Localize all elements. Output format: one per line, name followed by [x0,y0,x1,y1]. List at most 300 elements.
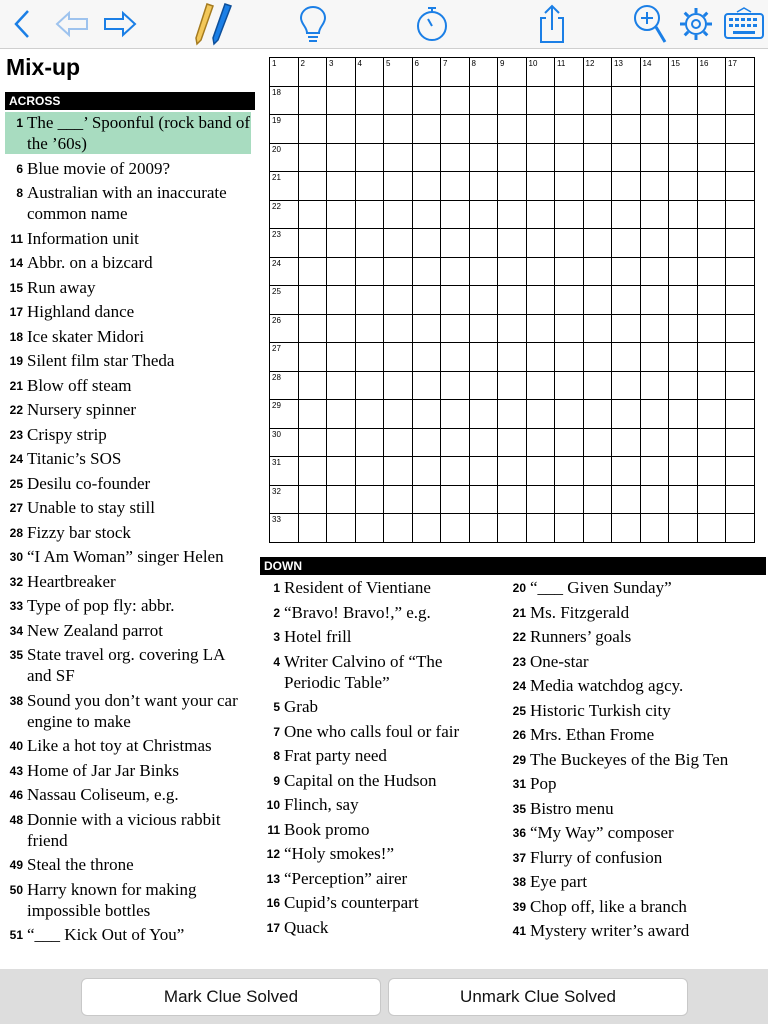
grid-cell[interactable] [384,400,413,429]
grid-cell[interactable] [640,86,669,115]
grid-cell[interactable] [469,400,498,429]
grid-cell[interactable] [355,115,384,144]
grid-cell[interactable] [412,200,441,229]
grid-cell[interactable] [441,200,470,229]
grid-cell[interactable] [583,257,612,286]
grid-cell[interactable] [441,58,470,87]
grid-cell[interactable] [384,343,413,372]
clue-item[interactable] [5,522,251,543]
grid-cell[interactable] [469,257,498,286]
grid-cell[interactable] [555,314,584,343]
grid-cell[interactable] [697,286,726,315]
clue-item[interactable] [5,809,251,851]
grid-cell[interactable] [469,143,498,172]
grid-cell[interactable] [640,485,669,514]
clue-item[interactable] [508,724,764,745]
grid-cell[interactable] [441,428,470,457]
grid-cell[interactable] [612,115,641,144]
grid-cell[interactable] [555,371,584,400]
grid-cell[interactable] [355,143,384,172]
grid-cell[interactable] [526,257,555,286]
grid-cell[interactable] [469,200,498,229]
clue-item[interactable] [508,847,764,868]
grid-cell[interactable] [298,200,327,229]
grid-cell[interactable] [612,343,641,372]
grid-cell[interactable] [412,172,441,201]
grid-cell[interactable] [555,229,584,258]
mark-clue-solved-button[interactable]: Mark Clue Solved [81,978,381,1016]
grid-cell[interactable] [498,58,527,87]
grid-cell[interactable] [669,428,698,457]
grid-cell[interactable] [612,229,641,258]
clue-item[interactable] [262,917,502,938]
clue-item[interactable] [508,626,764,647]
grid-cell[interactable] [327,286,356,315]
grid-cell[interactable] [298,58,327,87]
hint-lightbulb-icon[interactable] [296,4,330,44]
grid-cell[interactable] [355,286,384,315]
grid-cell[interactable] [555,86,584,115]
clue-item[interactable] [508,749,764,770]
grid-cell[interactable] [270,428,299,457]
grid-cell[interactable] [555,257,584,286]
unmark-clue-solved-button[interactable]: Unmark Clue Solved [388,978,688,1016]
grid-cell[interactable] [412,314,441,343]
clue-item[interactable] [508,896,764,917]
grid-cell[interactable] [612,514,641,543]
grid-cell[interactable] [583,343,612,372]
clue-item[interactable] [262,721,502,742]
grid-cell[interactable] [270,514,299,543]
grid-cell[interactable] [726,428,755,457]
timer-icon[interactable] [414,4,450,44]
grid-cell[interactable] [583,115,612,144]
grid-cell[interactable] [412,485,441,514]
grid-cell[interactable] [697,58,726,87]
grid-cell[interactable] [412,371,441,400]
grid-cell[interactable] [526,229,555,258]
grid-cell[interactable] [498,286,527,315]
grid-cell[interactable] [526,286,555,315]
grid-cell[interactable] [412,257,441,286]
grid-cell[interactable] [726,172,755,201]
grid-cell[interactable] [327,343,356,372]
pencil-pen-icon[interactable] [186,4,240,44]
grid-cell[interactable] [697,343,726,372]
grid-cell[interactable] [726,86,755,115]
grid-cell[interactable] [583,143,612,172]
grid-cell[interactable] [697,371,726,400]
clue-item[interactable] [5,784,251,805]
grid-cell[interactable] [327,172,356,201]
grid-cell[interactable] [355,371,384,400]
clue-item[interactable] [508,700,764,721]
grid-cell[interactable] [498,257,527,286]
grid-cell[interactable] [469,457,498,486]
grid-cell[interactable] [555,172,584,201]
grid-cell[interactable] [669,200,698,229]
grid-cell[interactable] [298,485,327,514]
grid-cell[interactable] [384,314,413,343]
clue-item[interactable] [508,871,764,892]
grid-cell[interactable] [355,200,384,229]
grid-cell[interactable] [327,485,356,514]
grid-cell[interactable] [697,400,726,429]
grid-cell[interactable] [583,172,612,201]
grid-cell[interactable] [270,172,299,201]
grid-cell[interactable] [526,143,555,172]
grid-cell[interactable] [441,514,470,543]
clue-item[interactable] [5,497,251,518]
grid-cell[interactable] [726,200,755,229]
clue-item[interactable] [508,798,764,819]
clue-item[interactable] [508,773,764,794]
grid-cell[interactable] [327,115,356,144]
grid-cell[interactable] [355,172,384,201]
grid-cell[interactable] [441,143,470,172]
grid-cell[interactable] [412,343,441,372]
grid-cell[interactable] [327,58,356,87]
clue-item[interactable] [5,424,251,445]
grid-cell[interactable] [697,428,726,457]
grid-cell[interactable] [327,314,356,343]
undo-arrow-icon[interactable] [52,4,92,44]
grid-cell[interactable] [697,229,726,258]
grid-cell[interactable] [526,371,555,400]
grid-cell[interactable] [640,428,669,457]
grid-cell[interactable] [612,457,641,486]
grid-cell[interactable] [669,86,698,115]
clue-item[interactable] [5,854,251,875]
grid-cell[interactable] [612,314,641,343]
grid-cell[interactable] [555,343,584,372]
grid-cell[interactable] [355,314,384,343]
grid-cell[interactable] [441,86,470,115]
grid-cell[interactable] [270,257,299,286]
grid-cell[interactable] [355,343,384,372]
grid-cell[interactable] [697,314,726,343]
grid-cell[interactable] [469,371,498,400]
grid-cell[interactable] [355,229,384,258]
grid-cell[interactable] [270,229,299,258]
clue-item[interactable] [262,577,502,598]
grid-cell[interactable] [669,286,698,315]
grid-cell[interactable] [726,457,755,486]
grid-cell[interactable] [412,86,441,115]
grid-cell[interactable] [498,86,527,115]
clue-item[interactable] [5,399,251,420]
grid-cell[interactable] [327,200,356,229]
grid-cell[interactable] [384,229,413,258]
grid-cell[interactable] [327,371,356,400]
grid-cell[interactable] [726,143,755,172]
grid-cell[interactable] [355,86,384,115]
grid-cell[interactable] [384,143,413,172]
grid-cell[interactable] [355,428,384,457]
clue-item[interactable] [508,577,764,598]
grid-cell[interactable] [640,200,669,229]
grid-cell[interactable] [555,514,584,543]
grid-cell[interactable] [726,371,755,400]
grid-cell[interactable] [441,343,470,372]
clue-item[interactable] [5,571,251,592]
clue-item[interactable] [5,620,251,641]
grid-cell[interactable] [298,371,327,400]
grid-cell[interactable] [583,514,612,543]
grid-cell[interactable] [726,229,755,258]
grid-cell[interactable] [583,428,612,457]
grid-cell[interactable] [583,286,612,315]
grid-cell[interactable] [327,143,356,172]
grid-cell[interactable] [441,457,470,486]
clue-item[interactable] [5,301,251,322]
grid-cell[interactable] [555,428,584,457]
clue-item[interactable] [508,675,764,696]
grid-cell[interactable] [526,400,555,429]
grid-cell[interactable] [441,115,470,144]
grid-cell[interactable] [298,314,327,343]
clue-item[interactable] [262,819,502,840]
clue-item[interactable] [508,822,764,843]
grid-cell[interactable] [298,286,327,315]
grid-cell[interactable] [355,485,384,514]
clue-item[interactable] [262,770,502,791]
grid-cell[interactable] [270,143,299,172]
grid-cell[interactable] [469,314,498,343]
grid-cell[interactable] [697,86,726,115]
grid-cell[interactable] [498,200,527,229]
grid-cell[interactable] [726,115,755,144]
grid-cell[interactable] [726,343,755,372]
grid-cell[interactable] [697,514,726,543]
grid-cell[interactable] [612,257,641,286]
grid-cell[interactable] [327,457,356,486]
clue-item[interactable] [5,448,251,469]
back-chevron-icon[interactable] [6,4,38,44]
grid-cell[interactable] [697,143,726,172]
grid-cell[interactable] [441,314,470,343]
grid-cell[interactable] [583,457,612,486]
clue-item[interactable] [262,868,502,889]
grid-cell[interactable] [469,115,498,144]
grid-cell[interactable] [384,428,413,457]
grid-cell[interactable] [469,172,498,201]
grid-cell[interactable] [355,514,384,543]
grid-cell[interactable] [526,200,555,229]
grid-cell[interactable] [697,115,726,144]
grid-cell[interactable] [412,58,441,87]
settings-gear-icon[interactable] [678,4,714,44]
clue-item[interactable] [508,651,764,672]
grid-cell[interactable] [498,457,527,486]
grid-cell[interactable] [669,485,698,514]
grid-cell[interactable] [640,257,669,286]
clue-item[interactable] [5,644,251,686]
grid-cell[interactable] [583,229,612,258]
clue-item[interactable] [5,924,251,945]
grid-cell[interactable] [612,86,641,115]
grid-cell[interactable] [384,257,413,286]
grid-cell[interactable] [697,457,726,486]
grid-cell[interactable] [612,400,641,429]
grid-cell[interactable] [555,200,584,229]
grid-cell[interactable] [298,457,327,486]
keyboard-icon[interactable] [722,4,766,44]
grid-cell[interactable] [441,172,470,201]
clue-item[interactable] [5,879,251,921]
clue-item[interactable] [262,602,502,623]
grid-cell[interactable] [726,314,755,343]
grid-cell[interactable] [526,457,555,486]
grid-cell[interactable] [526,58,555,87]
grid-cell[interactable] [469,58,498,87]
clue-item[interactable] [5,112,251,154]
grid-cell[interactable] [327,400,356,429]
grid-cell[interactable] [669,514,698,543]
grid-cell[interactable] [469,514,498,543]
grid-cell[interactable] [526,343,555,372]
grid-cell[interactable] [270,58,299,87]
grid-cell[interactable] [412,229,441,258]
grid-cell[interactable] [612,428,641,457]
grid-cell[interactable] [469,286,498,315]
grid-cell[interactable] [355,58,384,87]
grid-cell[interactable] [384,200,413,229]
grid-cell[interactable] [669,143,698,172]
clue-item[interactable] [5,326,251,347]
grid-cell[interactable] [270,343,299,372]
grid-cell[interactable] [669,314,698,343]
grid-cell[interactable] [355,457,384,486]
grid-cell[interactable] [726,485,755,514]
grid-cell[interactable] [669,343,698,372]
grid-cell[interactable] [612,172,641,201]
grid-cell[interactable] [498,172,527,201]
grid-cell[interactable] [697,172,726,201]
grid-cell[interactable] [498,143,527,172]
grid-cell[interactable] [270,200,299,229]
grid-cell[interactable] [726,58,755,87]
grid-cell[interactable] [697,200,726,229]
grid-cell[interactable] [441,485,470,514]
grid-cell[interactable] [526,514,555,543]
grid-cell[interactable] [640,143,669,172]
clue-item[interactable] [5,595,251,616]
grid-cell[interactable] [612,286,641,315]
grid-cell[interactable] [469,485,498,514]
grid-cell[interactable] [498,400,527,429]
grid-cell[interactable] [526,86,555,115]
grid-cell[interactable] [640,514,669,543]
clue-item[interactable] [5,473,251,494]
grid-cell[interactable] [298,400,327,429]
grid-cell[interactable] [640,115,669,144]
clue-item[interactable] [262,696,502,717]
grid-cell[interactable] [270,115,299,144]
clue-item[interactable] [5,228,251,249]
share-icon[interactable] [534,4,570,44]
grid-cell[interactable] [669,58,698,87]
grid-cell[interactable] [555,485,584,514]
grid-cell[interactable] [384,86,413,115]
grid-cell[interactable] [669,172,698,201]
grid-cell[interactable] [298,257,327,286]
grid-cell[interactable] [640,400,669,429]
grid-cell[interactable] [441,229,470,258]
grid-cell[interactable] [583,86,612,115]
grid-cell[interactable] [441,400,470,429]
grid-cell[interactable] [270,400,299,429]
grid-cell[interactable] [583,200,612,229]
grid-cell[interactable] [726,286,755,315]
grid-cell[interactable] [555,58,584,87]
grid-cell[interactable] [384,485,413,514]
grid-cell[interactable] [412,400,441,429]
grid-cell[interactable] [555,286,584,315]
grid-cell[interactable] [441,257,470,286]
clue-item[interactable] [5,277,251,298]
grid-cell[interactable] [612,485,641,514]
grid-cell[interactable] [526,428,555,457]
grid-cell[interactable] [612,200,641,229]
grid-cell[interactable] [640,371,669,400]
grid-cell[interactable] [412,457,441,486]
grid-cell[interactable] [298,86,327,115]
grid-cell[interactable] [697,485,726,514]
zoom-icon[interactable] [632,4,668,44]
grid-cell[interactable] [640,229,669,258]
grid-cell[interactable] [583,314,612,343]
grid-cell[interactable] [412,143,441,172]
grid-cell[interactable] [640,286,669,315]
grid-cell[interactable] [526,172,555,201]
grid-cell[interactable] [298,229,327,258]
clue-item[interactable] [5,252,251,273]
clue-item[interactable] [5,182,251,224]
grid-cell[interactable] [270,286,299,315]
grid-cell[interactable] [270,314,299,343]
grid-cell[interactable] [583,371,612,400]
clue-item[interactable] [508,920,764,941]
grid-cell[interactable] [469,343,498,372]
grid-cell[interactable] [270,371,299,400]
redo-arrow-icon[interactable] [100,4,140,44]
grid-cell[interactable] [555,115,584,144]
grid-cell[interactable] [270,457,299,486]
grid-cell[interactable] [469,86,498,115]
grid-cell[interactable] [327,86,356,115]
grid-cell[interactable] [412,514,441,543]
grid-cell[interactable] [327,514,356,543]
grid-cell[interactable] [726,400,755,429]
clue-item[interactable] [262,843,502,864]
grid-cell[interactable] [498,485,527,514]
grid-cell[interactable] [526,485,555,514]
grid-cell[interactable] [355,257,384,286]
grid-cell[interactable] [498,343,527,372]
grid-cell[interactable] [697,257,726,286]
grid-cell[interactable] [412,428,441,457]
grid-cell[interactable] [612,371,641,400]
grid-cell[interactable] [327,257,356,286]
clue-item[interactable] [5,735,251,756]
clue-item[interactable] [508,602,764,623]
grid-cell[interactable] [669,229,698,258]
grid-cell[interactable] [298,143,327,172]
grid-cell[interactable] [384,514,413,543]
grid-cell[interactable] [640,343,669,372]
grid-cell[interactable] [612,58,641,87]
